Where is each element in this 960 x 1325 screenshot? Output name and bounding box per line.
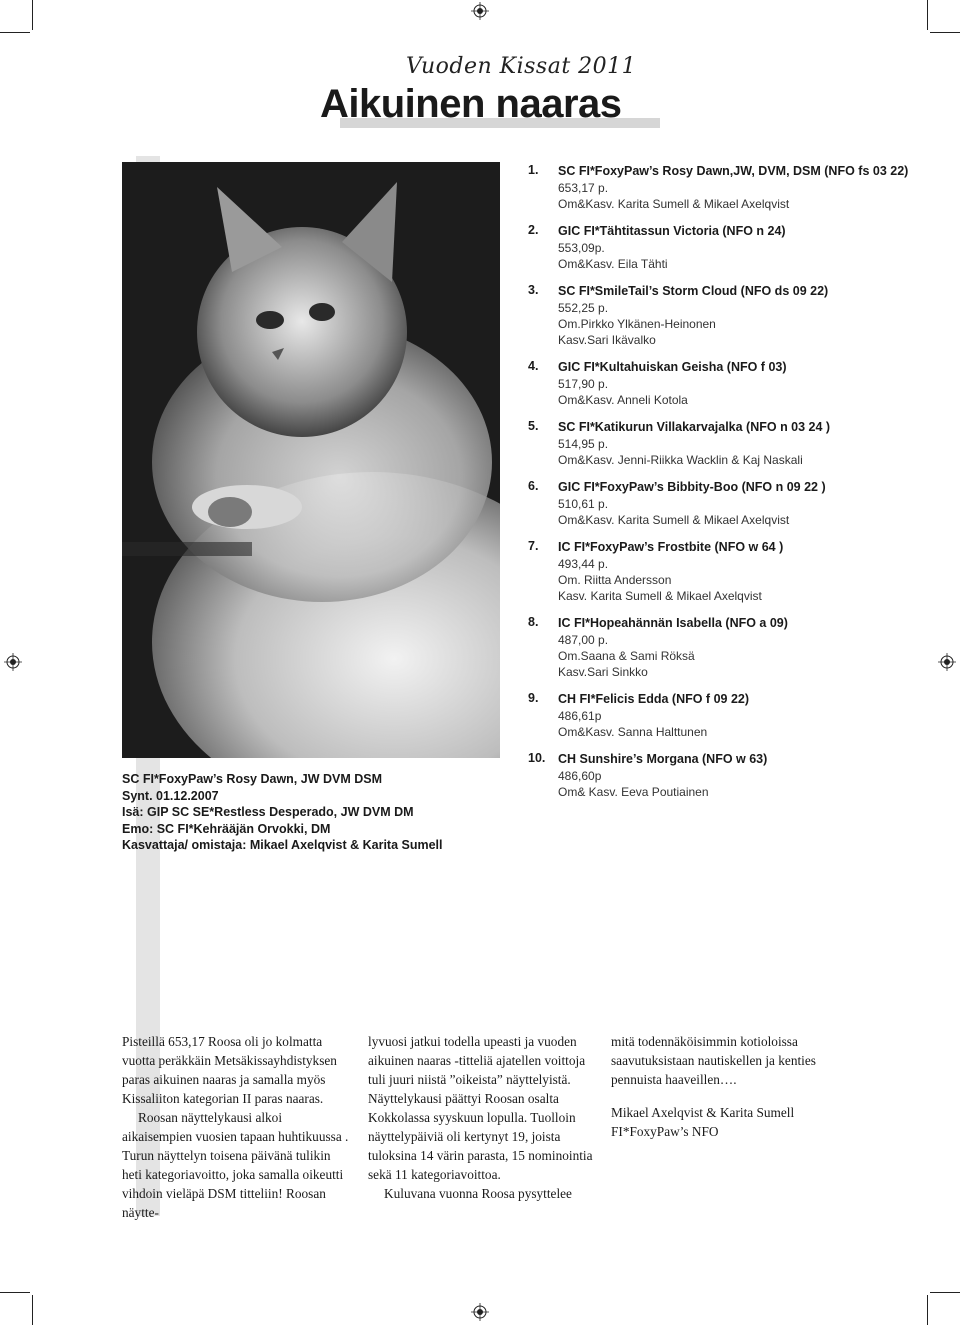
entry-detail: 486,61p [558, 709, 602, 723]
entry-detail: 553,09p. [558, 241, 605, 255]
entry-detail: 493,44 p. [558, 557, 609, 571]
list-item [528, 163, 928, 212]
list-item [528, 359, 928, 408]
caption-line: SC FI*FoxyPaw’s Rosy Dawn, JW DVM DSM [122, 772, 383, 786]
rank-number: 5. [528, 419, 539, 433]
cat-name: CH Sunshire’s Morgana (NFO w 63) [558, 752, 768, 766]
rank-number: 9. [528, 691, 539, 705]
entry-detail: Om&Kasv. Karita Sumell & Mikael Axelqvist [558, 197, 790, 211]
photo-caption [122, 771, 482, 854]
crop-mark [0, 1292, 30, 1293]
registration-mark-icon [471, 2, 489, 20]
rank-number: 2. [528, 223, 539, 237]
results-list [528, 163, 928, 811]
crop-mark [927, 0, 928, 30]
entry-detail: 514,95 p. [558, 437, 609, 451]
list-item [528, 539, 928, 604]
rank-number: 7. [528, 539, 539, 553]
cat-name: SC FI*SmileTail’s Storm Cloud (NFO ds 09 22) [558, 284, 829, 298]
article-paragraph: lyvuosi jatkui todella upeasti ja vuoden aikuinen naaras -titteliä ajatellen voittoja tuli juuri niistä ”oikeista” näyttelyistä. Näyttelykausi päättyi Roosan osalta Kokkolassa syyskuun lopulla. Tuolloin näyttelypäiviä oli kertynyt 19, joista tuloksina 14 värin parasta, 15 nominointia sekä 11 kategoriavoittoa. [368, 1034, 593, 1182]
article-column-2 [368, 1032, 596, 1203]
page-title: Aikuinen naaras [320, 82, 622, 126]
cat-name: IC FI*FoxyPaw’s Frostbite (NFO w 64 ) [558, 540, 784, 554]
list-item [528, 419, 928, 468]
entry-detail: Om&Kasv. Jenni-Riikka Wacklin & Kaj Naskali [558, 453, 803, 467]
cat-name: IC FI*Hopeahännän Isabella (NFO a 09) [558, 616, 788, 630]
entry-detail: Om.Pirkko Ylkänen-Heinonen [558, 317, 716, 331]
entry-detail: Kasv. Karita Sumell & Mikael Axelqvist [558, 589, 762, 603]
cat-name: GIC FI*Kultahuiskan Geisha (NFO f 03) [558, 360, 787, 374]
entry-detail: 517,90 p. [558, 377, 609, 391]
crop-mark [0, 32, 30, 33]
entry-detail: Kasv.Sari Sinkko [558, 665, 648, 679]
series-title: Vuoden Kissat 2011 [406, 54, 637, 79]
rank-number: 1. [528, 163, 539, 177]
crop-mark [32, 0, 33, 30]
list-item [528, 691, 928, 740]
cat-photo [122, 162, 500, 758]
entry-detail: Om.Saana & Sami Röksä [558, 649, 695, 663]
cat-name: SC FI*FoxyPaw’s Rosy Dawn,JW, DVM, DSM (NFO fs 03 22) [558, 164, 909, 178]
entry-detail: Om. Riitta Andersson [558, 573, 672, 587]
list-item [528, 615, 928, 680]
caption-line: Isä: GIP SC SE*Restless Desperado, JW DVM DM [122, 805, 414, 819]
article-signature-cattery: FI*FoxyPaw’s NFO [611, 1124, 719, 1139]
list-item [528, 283, 928, 348]
entry-detail: 653,17 p. [558, 181, 609, 195]
rank-number: 6. [528, 479, 539, 493]
registration-mark-icon [471, 1303, 489, 1321]
caption-line: Emo: SC FI*Kehrääjän Orvokki, DM [122, 821, 331, 836]
cat-name: SC FI*Katikurun Villakarvajalka (NFO n 03 24 ) [558, 420, 831, 434]
entry-detail: Om&Kasv. Karita Sumell & Mikael Axelqvist [558, 513, 790, 527]
rank-number: 10. [528, 751, 546, 765]
cat-name: GIC FI*FoxyPaw’s Bibbity-Boo (NFO n 09 22 ) [558, 480, 826, 494]
crop-mark [927, 1295, 928, 1325]
entry-detail: Om&Kasv. Sanna Halttunen [558, 725, 708, 739]
article-column-3 [611, 1032, 843, 1141]
article-paragraph: mitä todennäköisimmin kotioloissa saavutuksistaan nautiskellen ja kenties pennuista haaveillen…. [611, 1034, 816, 1087]
entry-detail: Om& Kasv. Eeva Poutiainen [558, 785, 709, 799]
article-paragraph: Roosan näyttelykausi alkoi aikaisempien vuosien tapaan huhtikuussa . Turun näyttelyn toisena päivänä tulikin heti kategoriavoitto, joka samalla oikeutti vihdoin vieläpä DSM titteliin! Roosan näytte- [122, 1110, 349, 1220]
caption-line: Kasvattaja/ omistaja: Mikael Axelqvist & Karita Sumell [122, 838, 443, 852]
entry-detail: 510,61 p. [558, 497, 609, 511]
crop-mark [930, 1292, 960, 1293]
crop-mark [32, 1295, 33, 1325]
entry-detail: Kasv.Sari Ikävalko [558, 333, 656, 347]
rank-number: 4. [528, 359, 539, 373]
cat-name: GIC FI*Tähtitassun Victoria (NFO n 24) [558, 224, 786, 238]
article-column-1 [122, 1032, 352, 1222]
entry-detail: Om&Kasv. Anneli Kotola [558, 393, 688, 407]
entry-detail: 552,25 p. [558, 301, 609, 315]
article-paragraph: Kuluvana vuonna Roosa pysyttelee [384, 1186, 572, 1201]
article-paragraph: Pisteillä 653,17 Roosa oli jo kolmatta vuotta peräkkäin Metsäkissayhdistyksen paras aikuinen naaras ja samalla myös Kissaliiton kategorian II paras naaras. [122, 1034, 337, 1106]
list-item [528, 223, 928, 272]
caption-line: Synt. 01.12.2007 [122, 788, 219, 803]
rank-number: 8. [528, 615, 539, 629]
registration-mark-icon [4, 653, 22, 671]
cat-name: CH FI*Felicis Edda (NFO f 09 22) [558, 692, 750, 706]
article-signature: Mikael Axelqvist & Karita Sumell [611, 1105, 795, 1120]
entry-detail: Om&Kasv. Eila Tähti [558, 257, 668, 271]
list-item [528, 751, 928, 800]
crop-mark [930, 32, 960, 33]
entry-detail: 486,60p [558, 769, 602, 783]
entry-detail: 487,00 p. [558, 633, 609, 647]
rank-number: 3. [528, 283, 539, 297]
registration-mark-icon [938, 653, 956, 671]
list-item [528, 479, 928, 528]
